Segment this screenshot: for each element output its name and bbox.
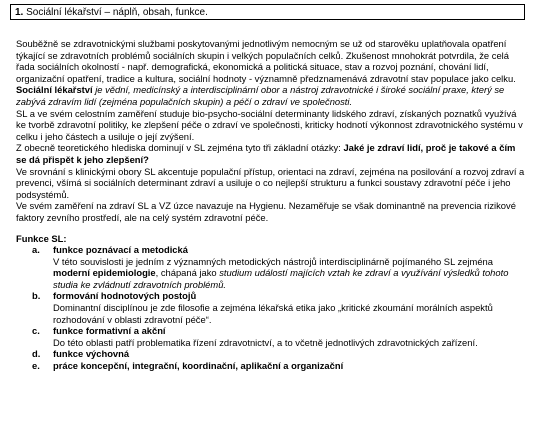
list-item-letter: a. [32, 244, 40, 256]
list-item [16, 360, 526, 372]
list-item [16, 244, 526, 290]
list-item-title: formování hodnotových postojů [53, 290, 197, 302]
comparison-paragraph: Ve srovnání s klinickými obory SL akcentuje populační přístup, orientaci na zdraví, zejména na posilování a rozvoj zdraví a prevenci, všímá si sociálních determinant zdraví a usiluje o co nejlepší strukturu a funkci soustavy zdravotní péče i jeho podsystémů. [16, 165, 525, 200]
list-item-description: Dominantní disciplínou je zde filosofie a zejména lékařská etika jako „kritické zkoumání morálních aspektů rozhodování v oblasti zdravotní péče“. [53, 302, 493, 325]
list-item-description: Do této oblasti patří problematika řízení zdravotnictví, a to včetně jednotlivých zdravotnických zařízení. [53, 336, 478, 348]
definition-text: je vědní, medicínský a interdisciplinární obor a nástroj zdravotnické i široké sociální praxe, který se zabývá zdravím lidí (zejména populačních skupin) a péčí o zdraví ve společnosti. [16, 84, 505, 107]
hygiene-paragraph: Ve svém zaměření na zdraví SL a VZ úzce navazuje na Hygienu. Nezaměřuje se však dominantně na prevencia rizikové faktory zevního prostředí, ale na celý systém zdravotní péče. [16, 200, 516, 223]
section-heading-box [10, 4, 525, 20]
list-item-letter: d. [32, 348, 41, 360]
list-item-letter: b. [32, 290, 41, 302]
list-item-title: funkce formativní a akční [53, 325, 166, 337]
scope-paragraph: SL a ve svém celostním zaměření studuje bio-psycho-sociální determinanty lidského zdraví, získaných poznatků využívá ke tvorbě zdravotní politiky, ke zlepšení péče o zdraví ve společnosti, kriticky hodnotí výkonnost zdravotnického systému v celku i jeho částech a usiluje o její zvýšení. [16, 107, 523, 142]
funkce-list [16, 244, 526, 372]
section-number: 1. [15, 7, 24, 18]
epidemiology-definition: studium událostí majících vztah ke zdraví a využívání výsledků tohoto studia ke zvládnutí zdravotních problémů. [53, 267, 509, 290]
section-title: Sociální lékařství – náplň, obsah, funkce. [26, 7, 208, 18]
list-item-title: funkce poznávací a metodická [53, 244, 188, 256]
epidemiology-term: moderní epidemiologie [53, 267, 156, 279]
questions-lead: Z obecně teoretického hlediska dominují v SL zejména tyto tři základní otázky: [16, 142, 341, 154]
list-item [16, 290, 526, 325]
list-item-title: práce koncepční, integrační, koordinační, aplikační a organizační [53, 360, 344, 372]
list-item-letter: e. [32, 360, 40, 372]
definition-paragraph [16, 84, 526, 107]
list-item [16, 348, 526, 360]
list-item-description [53, 256, 526, 291]
description-text: V této souvislosti je jedním z významných metodických nástrojů interdisciplinárně pojímaného SL zejména [53, 255, 493, 267]
description-text: , chápaná jako [155, 267, 217, 279]
list-item [16, 325, 526, 348]
intro-paragraph: Souběžně se zdravotnickými službami poskytovanými jednotlivým nemocným se už od starověku uplatňovala opatření týkající se zdravotních problémů sociálních skupin i velkých populačních celků. Zkušenost mnohokrát potvrdila, že celá řada sociálních okolností - např. demografická, ekonomická a politická situace, stav a rozvoj poznání, chování lidí, organizační opatření, tradice a kultura, sociální hodnoty - významně předznamenává zdravotní stav populace jako celku. [16, 38, 516, 84]
intro-section [16, 38, 526, 224]
list-item-letter: c. [32, 325, 40, 337]
key-questions: Jaké je zdraví lidí, proč je takové a čím se dá přispět k jeho zlepšení? [16, 142, 516, 165]
questions-paragraph [16, 142, 526, 165]
funkce-heading: Funkce SL: [16, 232, 67, 244]
list-item-title: funkce výchovná [53, 348, 130, 360]
document-body [16, 38, 526, 372]
definition-term: Sociální lékařství [16, 84, 93, 96]
